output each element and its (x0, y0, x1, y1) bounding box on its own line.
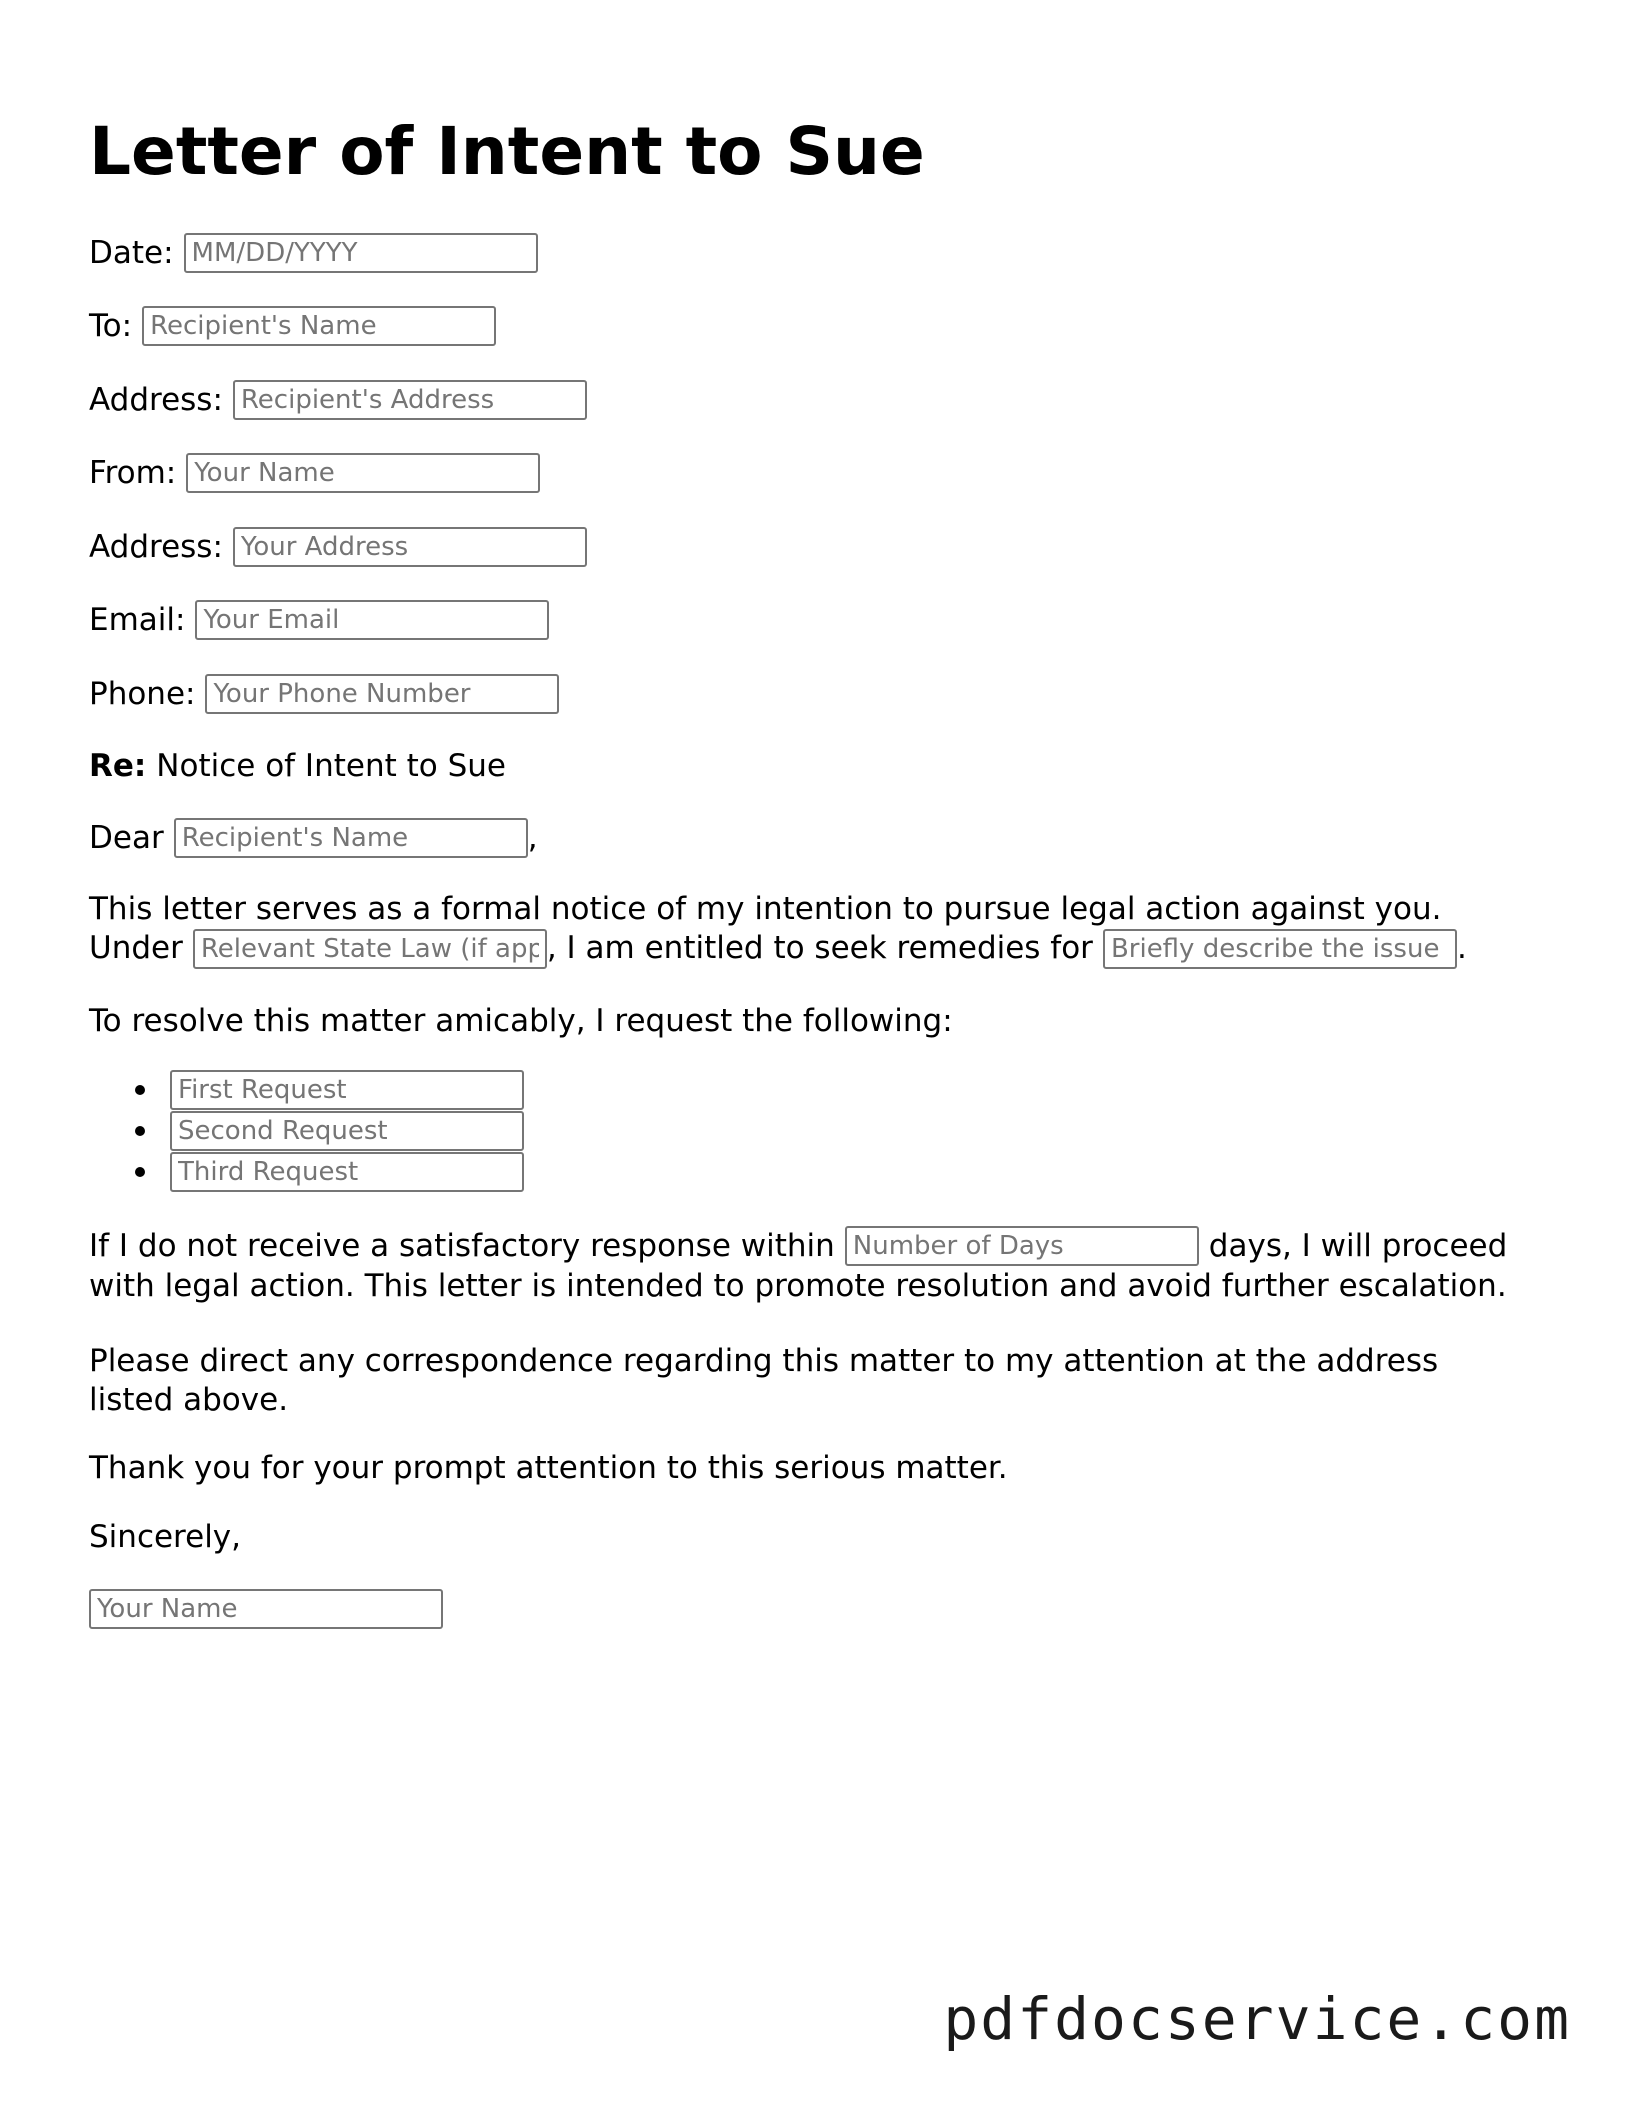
watermark: pdfdocservice.com (943, 1985, 1571, 2053)
to-row (89, 306, 496, 346)
requests-intro: To resolve this matter amicably, I request the following: (89, 1003, 953, 1039)
to-label: To: (89, 307, 133, 344)
phone-row (89, 674, 559, 714)
recipient-name-input[interactable] (142, 306, 496, 346)
page-title: Letter of Intent to Sue (89, 113, 925, 190)
list-item (89, 1152, 524, 1192)
from-row (89, 453, 540, 493)
re-line (89, 747, 506, 786)
bullet-icon (135, 1085, 145, 1095)
intent-period: . (1456, 930, 1467, 966)
signature-row (89, 1589, 443, 1629)
number-of-days-input[interactable] (845, 1226, 1199, 1266)
re-subject: Notice of Intent to Sue (156, 748, 506, 784)
bullet-icon (135, 1167, 145, 1177)
correspondence-paragraph (89, 1342, 1539, 1420)
sender-address-input[interactable] (233, 527, 587, 567)
salutation-line (89, 818, 538, 858)
deadline-line-1 (89, 1225, 1539, 1267)
sender-address-label: Address: (89, 528, 223, 565)
recipient-address-input[interactable] (233, 380, 587, 420)
date-row (89, 233, 538, 273)
date-input[interactable] (184, 233, 538, 273)
from-label: From: (89, 454, 177, 491)
deadline-line-2: with legal action. This letter is intended to promote resolution and avoid further escalation. (89, 1268, 1507, 1304)
recipient-address-label: Address: (89, 381, 223, 418)
email-row (89, 600, 549, 640)
correspondence-line-1: Please direct any correspondence regarding this matter to my attention at the address (89, 1343, 1439, 1379)
first-request-input[interactable] (170, 1070, 524, 1110)
intent-middle-text: , I am entitled to seek remedies for (546, 930, 1093, 966)
state-law-input[interactable] (193, 929, 547, 969)
deadline-after: days, I will proceed (1208, 1227, 1508, 1264)
second-request-input[interactable] (170, 1111, 524, 1151)
sender-name-input[interactable] (186, 453, 540, 493)
third-request-input[interactable] (170, 1152, 524, 1192)
list-item (89, 1070, 524, 1110)
thanks-line: Thank you for your prompt attention to this serious matter. (89, 1450, 1008, 1486)
email-input[interactable] (195, 600, 549, 640)
list-item (89, 1111, 524, 1151)
intent-under: Under (89, 930, 183, 966)
deadline-paragraph (89, 1225, 1539, 1306)
phone-input[interactable] (205, 674, 559, 714)
date-label: Date: (89, 234, 174, 271)
closing-line: Sincerely, (89, 1519, 242, 1555)
salutation-dear: Dear (89, 819, 164, 856)
issue-description-input[interactable] (1103, 929, 1457, 969)
deadline-before: If I do not receive a satisfactory response within (89, 1227, 835, 1264)
salutation-comma: , (527, 819, 538, 856)
intent-paragraph (89, 890, 1539, 968)
sender-address-row (89, 527, 587, 567)
intent-line-2 (89, 929, 1539, 968)
re-label: Re: (89, 748, 147, 784)
recipient-address-row (89, 380, 587, 420)
email-label: Email: (89, 601, 186, 638)
correspondence-line-2: listed above. (89, 1382, 289, 1418)
bullet-icon (135, 1126, 145, 1136)
intent-line-1: This letter serves as a formal notice of my intention to pursue legal action against you. (89, 891, 1442, 927)
phone-label: Phone: (89, 675, 196, 712)
salutation-recipient-input[interactable] (174, 818, 528, 858)
signature-name-input[interactable] (89, 1589, 443, 1629)
